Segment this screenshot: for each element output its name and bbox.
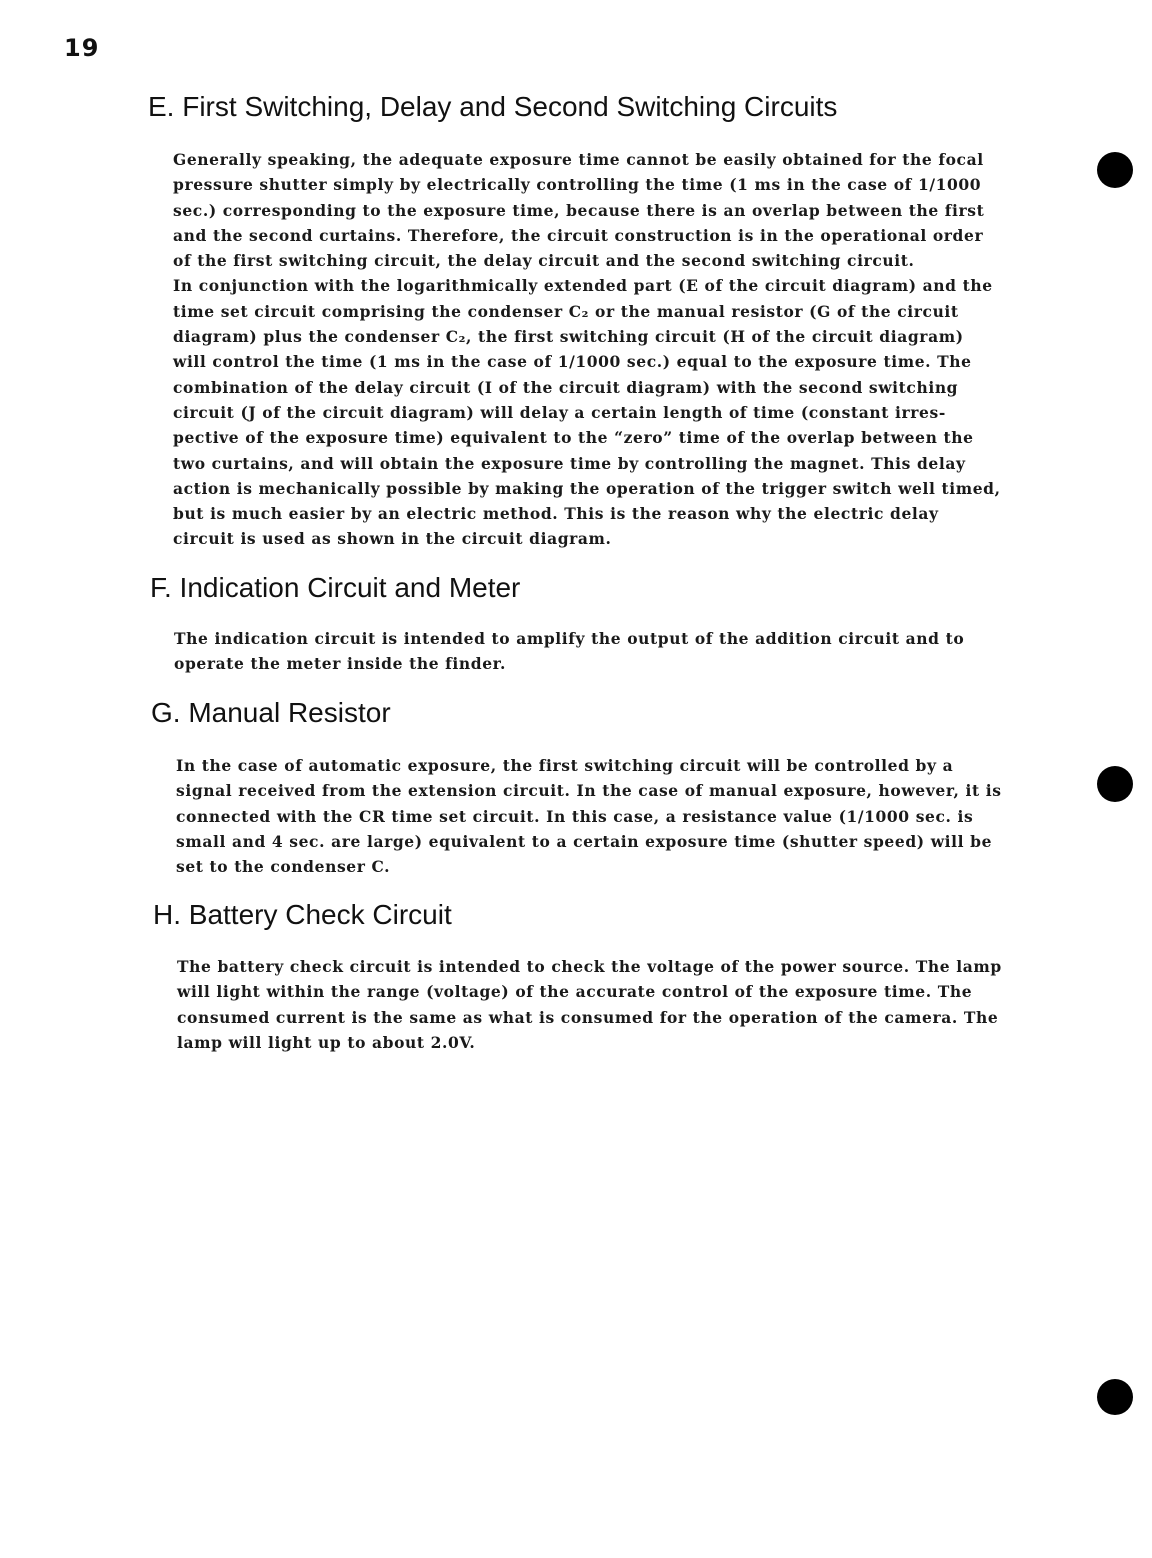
text-line: connected with the CR time set circuit. In this case, a resistance value (1/1000 sec. is xyxy=(176,806,974,826)
text-line: circuit (J of the circuit diagram) will delay a certain length of time (constant irres- xyxy=(173,402,946,422)
text-line: of the first switching circuit, the delay circuit and the second switching circuit. xyxy=(173,251,915,271)
text-line: sec.) corresponding to the exposure time, because there is an overlap between the first xyxy=(173,200,985,220)
text-line: The indication circuit is intended to amplify the output of the addition circuit and to xyxy=(174,629,965,648)
text-line: The battery check circuit is intended to check the voltage of the power source. The lamp xyxy=(177,957,1002,976)
text-line: consumed current is the same as what is consumed for the operation of the camera. The xyxy=(177,1007,999,1027)
punch-hole xyxy=(1097,1379,1133,1415)
text-line: diagram) plus the condenser C₂, the first switching circuit (H of the circuit diagram) xyxy=(173,327,964,347)
text-line: will control the time (1 ms in the case of 1/1000 sec.) equal to the exposure time. The xyxy=(173,352,972,372)
text-line: lamp will light up to about 2.0V. xyxy=(177,1032,476,1052)
text-line: pective of the exposure time) equivalent to the “zero” time of the overlap between the xyxy=(173,428,974,448)
text-line: pressure shutter simply by electrically controlling the time (1 ms in the case of 1/1000 xyxy=(173,175,982,195)
section-g-heading: G. Manual Resistor xyxy=(151,697,391,728)
text-line: and the second curtains. Therefore, the circuit construction is in the operational order xyxy=(173,225,984,245)
text-line: will light within the range (voltage) of the accurate control of the exposure time. The xyxy=(177,982,973,1002)
punch-hole xyxy=(1097,766,1133,802)
section-f-body xyxy=(174,626,964,677)
text-line: circuit is used as shown in the circuit diagram. xyxy=(173,529,612,549)
text-line: small and 4 sec. are large) equivalent to a certain exposure time (shutter speed) will be xyxy=(176,831,993,851)
page-number: 19 xyxy=(64,34,100,62)
text-line: time set circuit comprising the condenser C₂ or the manual resistor (G of the circuit xyxy=(173,301,959,321)
text-line: set to the condenser C. xyxy=(176,857,391,877)
section-e-body xyxy=(173,147,1001,552)
text-line: combination of the delay circuit (I of the circuit diagram) with the second switching xyxy=(173,377,959,397)
section-g-body xyxy=(176,753,1002,879)
punch-hole xyxy=(1097,152,1133,188)
text-line: In the case of automatic exposure, the first switching circuit will be controlled by a xyxy=(176,756,954,775)
text-line: signal received from the extension circuit. In the case of manual exposure, however, it is xyxy=(176,781,1002,801)
section-h-heading: H. Battery Check Circuit xyxy=(153,899,452,930)
section-h-body xyxy=(177,954,1002,1055)
text-line: operate the meter inside the finder. xyxy=(174,654,507,674)
section-f-heading: F. Indication Circuit and Meter xyxy=(150,572,521,603)
section-e-heading: E. First Switching, Delay and Second Switching Circuits xyxy=(148,91,838,122)
text-line: two curtains, and will obtain the exposure time by controlling the magnet. This delay xyxy=(173,453,966,473)
text-line: action is mechanically possible by making the operation of the trigger switch well timed, xyxy=(173,478,1001,498)
text-line: In conjunction with the logarithmically extended part (E of the circuit diagram) and the xyxy=(173,276,993,296)
text-line: but is much easier by an electric method. This is the reason why the electric delay xyxy=(173,504,939,524)
text-line: Generally speaking, the adequate exposure time cannot be easily obtained for the focal xyxy=(173,150,984,169)
